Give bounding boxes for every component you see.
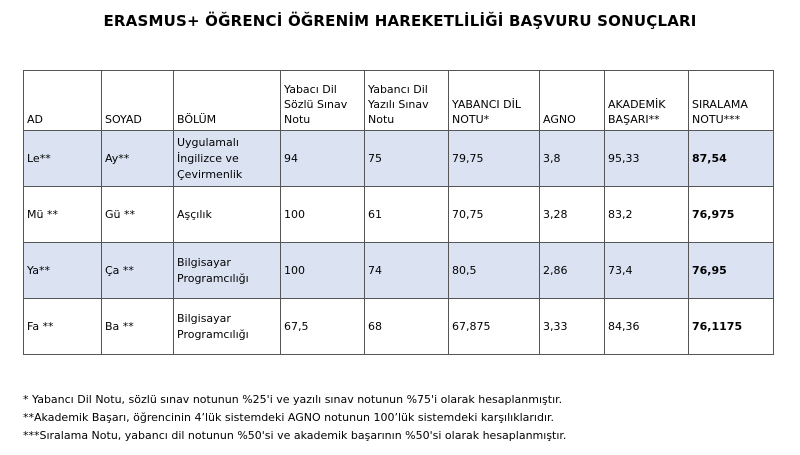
cell-ad: Le** (24, 131, 102, 187)
cell-sozlu: 100 (281, 187, 365, 243)
cell-yabanci-dil: 80,5 (449, 243, 540, 299)
page-title: ERASMUS+ ÖĞRENCİ ÖĞRENİM HAREKETLİLİĞİ BAŞVURU SONUÇLARI (103, 12, 697, 30)
header-agno: AGNO (540, 71, 605, 131)
header-row (24, 71, 774, 131)
cell-yazili: 75 (365, 131, 449, 187)
cell-yazili: 61 (365, 187, 449, 243)
cell-soyad: Ay** (102, 131, 174, 187)
cell-ad: Ya** (24, 243, 102, 299)
cell-sozlu: 67,5 (281, 299, 365, 355)
cell-akademik: 95,33 (605, 131, 689, 187)
cell-bolum: Uygulamalı İngilizce ve Çevirmenlik (174, 131, 281, 187)
footnote-akademik-basari: **Akademik Başarı, öğrencinin 4’lük sistemdeki AGNO notunun 100’lük sistemdeki karşılıklarıdır. (23, 411, 555, 424)
results-table (23, 70, 774, 355)
header-bolum: BÖLÜM (174, 71, 281, 131)
cell-siralama: 76,1175 (689, 299, 774, 355)
header-yabanci-dil-notu: YABANCI DİL NOTU* (449, 71, 540, 131)
cell-soyad: Ça ** (102, 243, 174, 299)
cell-soyad: Ba ** (102, 299, 174, 355)
cell-sozlu: 94 (281, 131, 365, 187)
cell-siralama: 76,95 (689, 243, 774, 299)
cell-bolum: Bilgisayar Programcılığı (174, 299, 281, 355)
cell-akademik: 84,36 (605, 299, 689, 355)
header-yazili-sinav: Yabancı Dil Yazılı Sınav Notu (365, 71, 449, 131)
cell-yazili: 74 (365, 243, 449, 299)
table-row (24, 243, 774, 299)
cell-yabanci-dil: 79,75 (449, 131, 540, 187)
header-siralama-notu: SIRALAMA NOTU*** (689, 71, 774, 131)
table-row (24, 131, 774, 187)
table-row (24, 187, 774, 243)
cell-yabanci-dil: 67,875 (449, 299, 540, 355)
cell-sozlu: 100 (281, 243, 365, 299)
cell-bolum: Aşçılık (174, 187, 281, 243)
cell-yabanci-dil: 70,75 (449, 187, 540, 243)
cell-akademik: 73,4 (605, 243, 689, 299)
header-ad: AD (24, 71, 102, 131)
footnotes (23, 391, 566, 445)
cell-akademik: 83,2 (605, 187, 689, 243)
cell-ad: Mü ** (24, 187, 102, 243)
cell-bolum: Bilgisayar Programcılığı (174, 243, 281, 299)
header-akademik-basari: AKADEMİK BAŞARI** (605, 71, 689, 131)
footnote-yabanci-dil: * Yabancı Dil Notu, sözlü sınav notunun %25'i ve yazılı sınav notunun %75'i olarak hesaplanmıştır. (23, 393, 563, 406)
table-row (24, 299, 774, 355)
header-sozlu-sinav: Yabacı Dil Sözlü Sınav Notu (281, 71, 365, 131)
cell-ad: Fa ** (24, 299, 102, 355)
cell-agno: 3,8 (540, 131, 605, 187)
cell-siralama: 76,975 (689, 187, 774, 243)
header-soyad: SOYAD (102, 71, 174, 131)
cell-yazili: 68 (365, 299, 449, 355)
cell-soyad: Gü ** (102, 187, 174, 243)
footnote-siralama-notu: ***Sıralama Notu, yabancı dil notunun %50'si ve akademik başarının %50'si olarak hesaplanmıştır. (23, 429, 567, 442)
cell-agno: 2,86 (540, 243, 605, 299)
cell-agno: 3,28 (540, 187, 605, 243)
cell-siralama: 87,54 (689, 131, 774, 187)
cell-agno: 3,33 (540, 299, 605, 355)
